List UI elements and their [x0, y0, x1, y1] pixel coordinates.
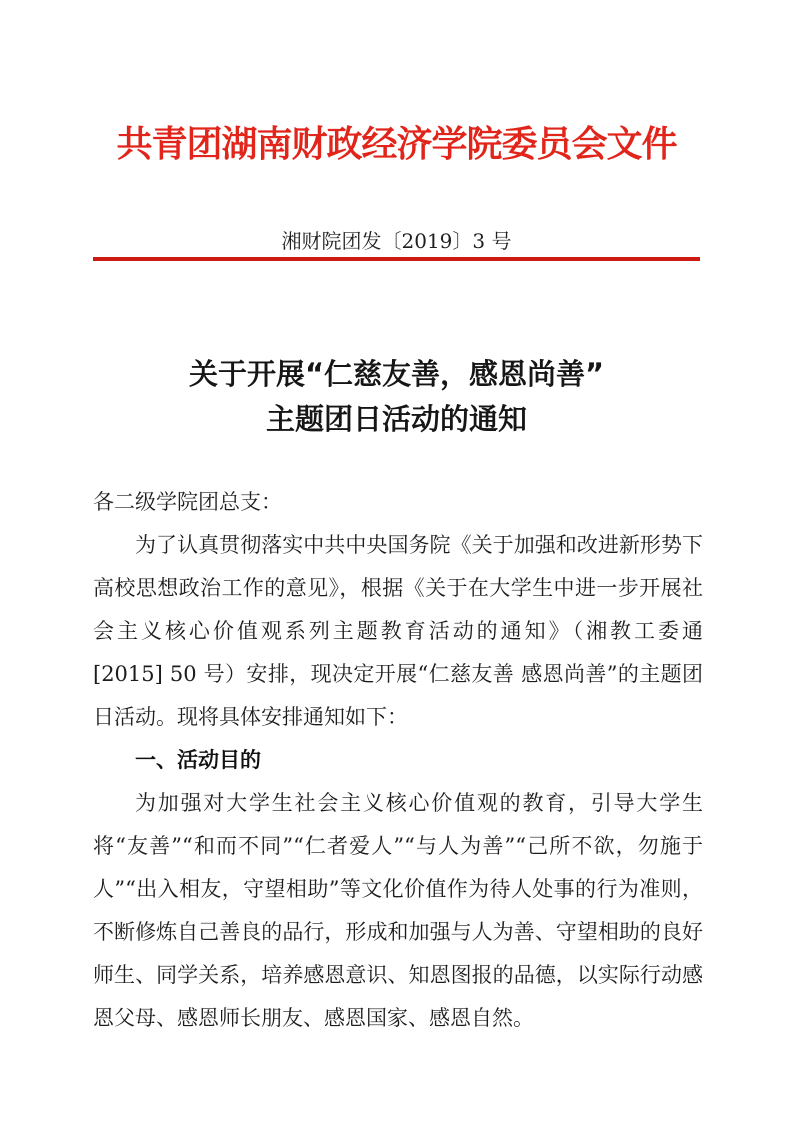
doc-number: 湘财院团发〔2019〕3 号 — [281, 229, 512, 253]
doc-title-line1: 关于开展“仁慈友善，感恩尚善” — [188, 357, 605, 391]
org-header-title: 共青团湖南财政经济学院委员会文件 — [116, 123, 677, 165]
body-paragraph-2: 为加强对大学生社会主义核心价值观的教育，引导大学生将“友善”“和而不同”“仁者爱人”“与人为善”“己所不欲，勿施于人”“出入相友，守望相助”等文化价值作为待人处事的行为准则，不断修炼自己善良的品行，形成和加强与人为善、守望相助的良好师生、同学关系，培养感恩意识、知恩图报的品德，以实际行动感恩父母、感恩师长朋友、感恩国家、感恩自然。 — [93, 791, 703, 1030]
salutation: 各二级学院团总支： — [93, 490, 282, 514]
red-divider — [93, 257, 700, 261]
doc-title-line2: 主题团日活动的通知 — [265, 402, 527, 436]
body-paragraph-1: 为了认真贯彻落实中共中央国务院《关于加强和改进新形势下高校思想政治工作的意见》，根据《关于在大学生中进一步开展社会主义核心价值观系列主题教育活动的通知》（湘教工委通 [2015] 50 号）安排，现决定开展“仁慈友善 感恩尚善”的主题团日活动。现将具体安排通知如下： — [93, 533, 703, 729]
doc-body — [93, 481, 703, 1040]
doc-title — [0, 352, 793, 442]
section-heading-1: 一、活动目的 — [135, 748, 261, 772]
